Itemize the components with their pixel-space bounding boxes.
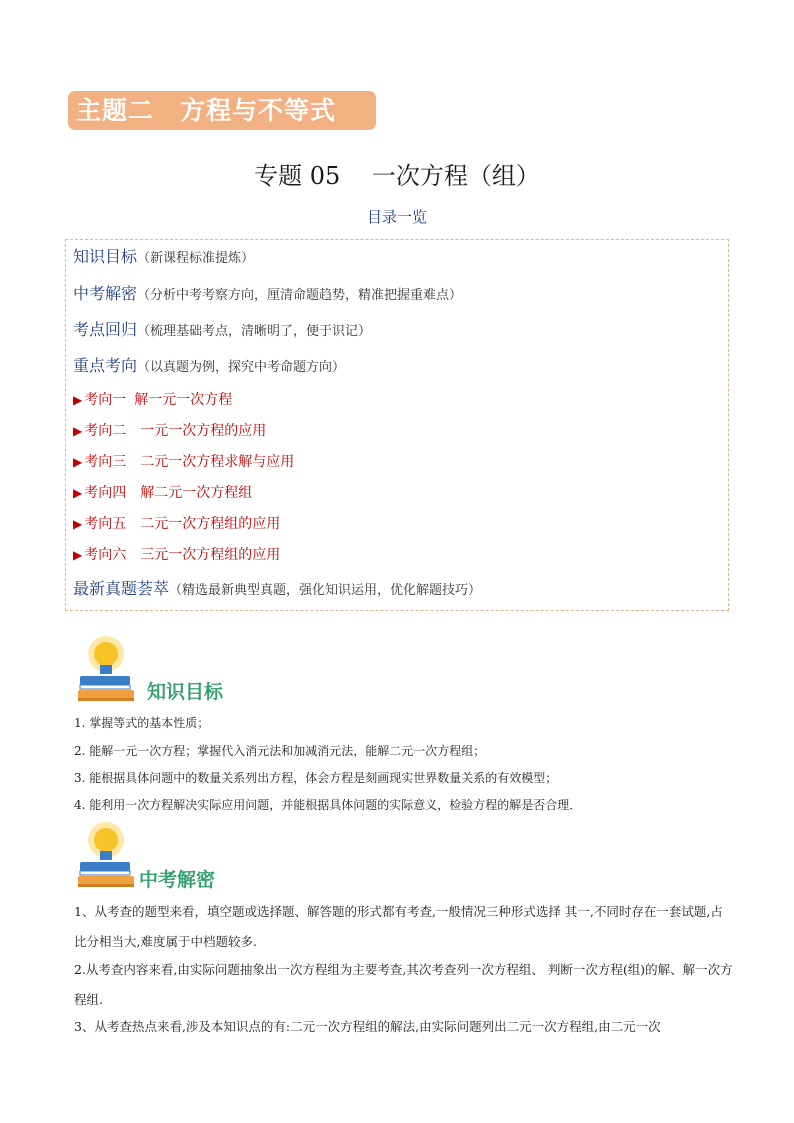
- toc-item-label: 最新真题荟萃: [73, 579, 170, 598]
- toc-sub-label: 一元一次方程的应用: [140, 423, 267, 439]
- toc-item-review[interactable]: [73, 317, 371, 340]
- list-item: 3. 能根据具体问题中的数量关系列出方程，体会方程是刻画现实世界数量关系的有效模型；: [74, 771, 558, 785]
- list-item: 4. 能利用一次方程解决实际应用问题，并能根据具体问题的实际意义，检验方程的解是否合理．: [74, 798, 582, 812]
- toc-sub-item-5[interactable]: [73, 513, 280, 533]
- triangle-right-icon: ▶: [73, 455, 83, 469]
- toc-sub-prefix: 考向一: [84, 392, 127, 408]
- triangle-right-icon: ▶: [73, 424, 83, 438]
- toc-sub-label: 解一元一次方程: [134, 392, 233, 408]
- toc-item-analysis[interactable]: [73, 281, 462, 304]
- toc-item-desc: （以真题为例，探究中考命题方向）: [137, 360, 346, 375]
- toc-sub-item-1[interactable]: [73, 389, 232, 409]
- section-title-analysis: 中考解密: [139, 869, 216, 891]
- toc-sub-prefix: 考向三: [84, 454, 127, 470]
- toc-item-desc: （梳理基础考点，清晰明了，便于识记）: [137, 324, 372, 339]
- lightbulb-books-icon: [76, 822, 138, 888]
- page-title: 专题 05 一次方程（组）: [254, 162, 540, 190]
- toc-item-knowledge[interactable]: [73, 244, 254, 267]
- toc-sub-prefix: 考向五: [84, 516, 127, 532]
- section-title-knowledge: 知识目标: [147, 681, 224, 703]
- toc-sub-prefix: 考向四: [84, 485, 127, 501]
- toc-sub-item-2[interactable]: [73, 420, 266, 440]
- toc-sub-label: 二元一次方程求解与应用: [140, 454, 295, 470]
- toc-sub-item-6[interactable]: [73, 544, 280, 564]
- toc-item-desc: （新课程标准提炼）: [137, 251, 255, 266]
- toc-sub-item-3[interactable]: [73, 451, 294, 471]
- toc-item-label: 重点考向: [73, 356, 138, 375]
- triangle-right-icon: ▶: [73, 486, 83, 500]
- toc-item-latest[interactable]: [73, 576, 481, 599]
- toc-heading: 目录一览: [366, 208, 427, 226]
- toc-sub-label: 二元一次方程组的应用: [140, 516, 281, 532]
- list-item: 2. 能解一元一次方程；掌握代入消元法和加减消元法，能解二元一次方程组；: [74, 744, 486, 758]
- toc-item-desc: （分析中考考察方向，厘清命题趋势，精准把握重难点）: [137, 288, 463, 303]
- paragraph: 2.从考查内容来看,由实际问题抽象出一次方程组为主要考查,其次考查列一次方程组、 判断一次方程(组)的解、解一次方程组.: [74, 962, 733, 1007]
- paragraph: 1、从考查的题型来看，填空题或选择题、解答题的形式都有考查,一般情况三种形式选择 其一,不同时存在一套试题,占比分相当大,难度属于中档题较多.: [74, 904, 723, 949]
- toc-sub-label: 解二元一次方程组: [140, 485, 253, 501]
- paragraph: 3、从考查热点来看,涉及本知识点的有:二元一次方程组的解法,由实际问题列出二元一次方程组,由二元一次: [74, 1019, 661, 1034]
- toc-item-label: 考点回归: [73, 320, 138, 339]
- toc-sub-prefix: 考向二: [84, 423, 127, 439]
- toc-sub-prefix: 考向六: [84, 547, 127, 563]
- toc-sub-label: 三元一次方程组的应用: [140, 547, 281, 563]
- list-item: 1. 掌握等式的基本性质；: [74, 716, 210, 730]
- toc-item-focus[interactable]: [73, 353, 345, 376]
- topic-banner: 主题二 方程与不等式: [68, 91, 376, 130]
- toc-item-label: 知识目标: [73, 247, 138, 266]
- toc-sub-item-4[interactable]: [73, 482, 252, 502]
- lightbulb-books-icon: [76, 636, 138, 702]
- triangle-right-icon: ▶: [73, 517, 83, 531]
- toc-item-label: 中考解密: [73, 284, 138, 303]
- triangle-right-icon: ▶: [73, 393, 83, 407]
- toc-item-desc: （精选最新典型真题，强化知识运用，优化解题技巧）: [169, 583, 482, 598]
- triangle-right-icon: ▶: [73, 548, 83, 562]
